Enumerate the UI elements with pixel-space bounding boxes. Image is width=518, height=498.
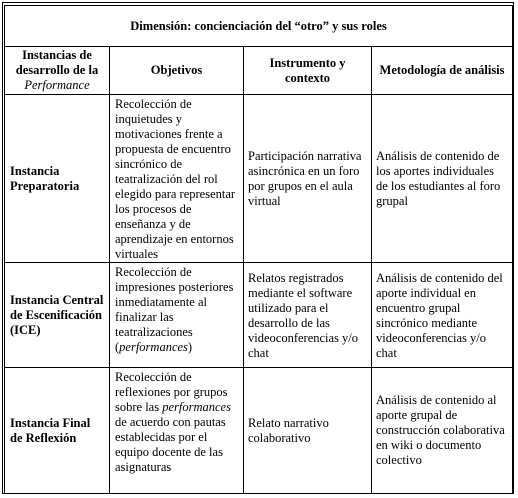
- methodology-cell: Análisis de contenido al aporte grupal de construcción colaborativa en wiki o documento colectivo: [372, 368, 513, 494]
- header-instrument: Instrumento y contexto: [244, 47, 372, 95]
- methodology-cell: Análisis de contenido de los aportes individuales de los estudiantes al foro grupal: [372, 95, 513, 263]
- title-row: [5, 6, 513, 47]
- header-stage-text: Instancias de desarrollo de la: [15, 48, 99, 77]
- table-title: Dimensión: concienciación del “otro” y sus roles: [5, 6, 513, 47]
- roles-table: [4, 5, 513, 494]
- objective-text-end: de acuerdo con pautas establecidas por el equipo docente de las asignaturas: [115, 415, 226, 474]
- table-row: [5, 95, 513, 263]
- methodology-cell: Análisis de contenido del aporte individual en encuentro grupal sincrónico mediante videoconferencias y/o chat: [372, 263, 513, 368]
- table-row: [5, 368, 513, 494]
- objective-text: Recolección de reflexiones por grupos sobre las: [115, 370, 228, 414]
- instrument-cell: Relatos registrados mediante el software utilizado para el desarrollo de las videoconferencias y/o chat: [244, 263, 372, 368]
- header-stage: [5, 47, 110, 95]
- objective-cell: [110, 263, 244, 368]
- stage-cell: Instancia Final de Reflexión: [5, 368, 110, 494]
- objective-text-end: ): [187, 340, 193, 354]
- objective-italic-text: performances: [119, 340, 188, 354]
- table-row: [5, 263, 513, 368]
- header-stage-italic: Performance: [24, 78, 90, 92]
- objective-cell: [110, 95, 244, 263]
- instrument-cell: Relato narrativo colaborativo: [244, 368, 372, 494]
- objective-cell: [110, 368, 244, 494]
- objective-text: Recolección de inquietudes y motivaciones frente a propuesta de encuentro sincrónico de teatralización del rol elegido para representar los procesos de enseñanza y de aprendizaje en entornos virtuales: [115, 97, 236, 261]
- objective-text: Recolección de impresiones posteriores inmediatamente al finalizar las teatralizaciones (: [115, 265, 234, 354]
- header-objectives: Objetivos: [110, 47, 244, 95]
- instrument-cell: Participación narrativa asincrónica en un foro por grupos en el aula virtual: [244, 95, 372, 263]
- stage-cell: Instancia Central de Escenificación (ICE): [5, 263, 110, 368]
- header-row: [5, 47, 513, 95]
- stage-cell: Instancia Preparatoria: [5, 95, 110, 263]
- objective-italic-text: performances: [162, 400, 231, 414]
- header-methodology: Metodología de análisis: [372, 47, 513, 95]
